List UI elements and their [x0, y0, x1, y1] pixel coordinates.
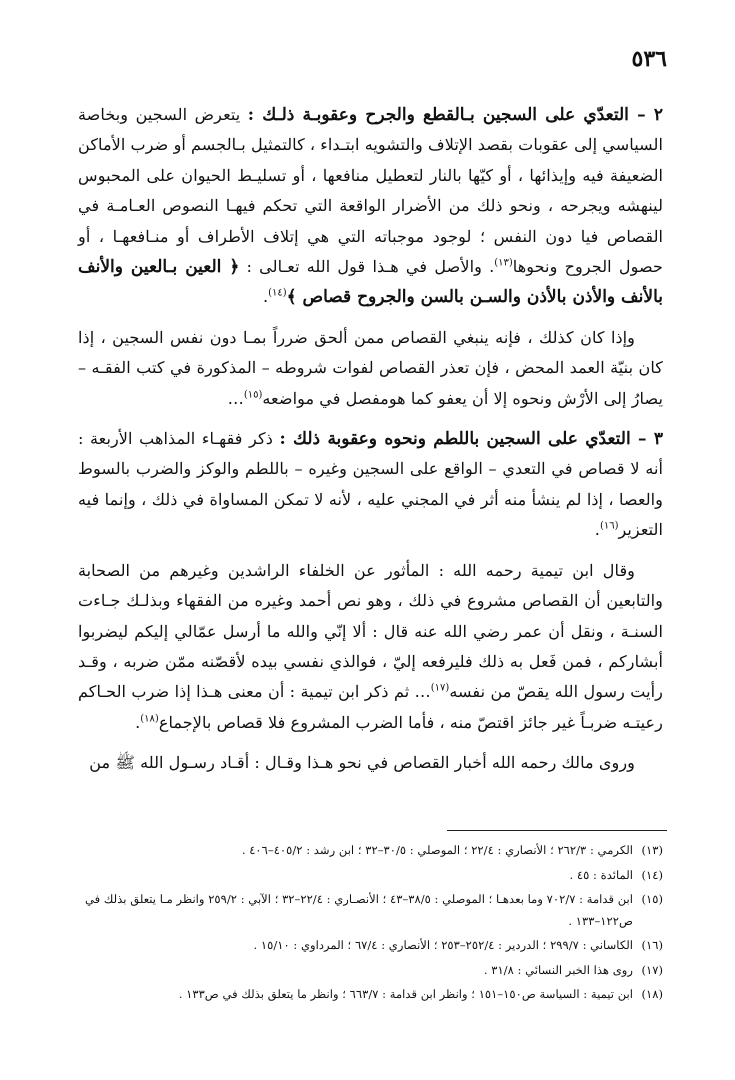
footnote-ref-16[interactable]: (١٦)	[599, 520, 619, 532]
footnote-number: (١٥)	[641, 892, 663, 906]
footnote-number: (١٦)	[641, 938, 663, 952]
quran-verse: ﴿ العين بـالعين والأنف بالأنف والأذن بالأذن والسـن بالسن والجروح قصاص ﴾	[78, 257, 663, 308]
footnote-text: الكاساني : ٢٩٩/٧ ؛ الدردير : ٢٥٢/٤–٢٥٣ ؛ الأنصاري : ٦٧/٤ ؛ المرداوي : ١٥/١٠ .	[253, 938, 633, 952]
footnote-ref-14[interactable]: (١٤)	[268, 288, 287, 300]
footnote-ref-17[interactable]: (١٧)	[430, 682, 450, 694]
footnote-text: ابن قدامة : ٧٠٢/٧ وما بعدهـا ؛ الموصلي : ٣٨/٥–٤٣ ؛ الأنصـاري : ٢٢/٤–٣٢ ؛ الآبي : ٢٥٩/٢ وانظر مـا يتعلق بذلك في ص١٢٢–١٣٣ .	[85, 892, 633, 928]
paragraph-text: ذكر فقهـاء المذاهب الأربعة : أنه لا قصاص في التعدي – الواقع على السجين وغيره – باللطم والوكز والضرب بالسوط والعصا ، إذا لم ينشأ منه أثر في المجني عليه ، لأنه لا تمكن المساواة في ذلك ، وإنما فيه التعزير	[78, 429, 663, 540]
footnotes	[78, 840, 663, 1009]
footnote-number: (١٨)	[641, 987, 663, 1001]
paragraph-ibn-taymiyyah	[78, 556, 663, 738]
footnote-number: (١٤)	[641, 867, 663, 882]
footnote-text: ابن تيمية : السياسة ص١٥٠–١٥١ ؛ وانظر ابن قدامة : ٦٦٣/٧ ؛ وانظر ما يتعلق بذلك في ص١٣٣ .	[178, 987, 633, 1001]
footnote-18	[78, 984, 663, 1006]
footnote-number: (١٧)	[641, 962, 663, 977]
footnote-divider	[447, 830, 667, 831]
footnote-ref-13[interactable]: (١٣)	[494, 257, 513, 269]
paragraph-injury-by-cutting	[78, 100, 663, 313]
footnote-15	[78, 889, 663, 932]
footnote-text: الكرمي : ٢٦٢/٣ ؛ الأنصاري : ٢٢/٤ ؛ الموصلي : ٣٠/٥–٣٢ ؛ ابن رشد : ٤٠٥/٢–٤٠٦ .	[241, 843, 633, 857]
paragraph-end: …	[227, 388, 244, 408]
footnote-13	[78, 840, 663, 862]
paragraph-text: . والأصل في هـذا قول الله تعـالى :	[239, 257, 495, 277]
footnote-text: المائدة : ٤٥ .	[569, 867, 633, 882]
footnote-text: روى هذا الخبر النسائي : ٣١/٨ .	[483, 962, 633, 977]
paragraph-text: وإذا كان كذلك ، فإنه ينبغي القصاص ممن ألحق ضرراً بمـا دون نفس السجين ، إذا كان بنيّة العمد المحض ، فإن تعذر القصاص لفوات شروطه – المذكورة في كتب الفقـه – يصارُ إلى الأرْش ونحوه إلا أن يعفو كما هومفصل في مواضعه	[78, 327, 663, 408]
paragraph-text: وقال ابن تيمية رحمه الله : المأثور عن الخلفاء الراشدين وغيرهم من الصحابة والتابعين أن القصاص مشروع في ذلك ، وهو نص أحمد وغيره من الفقهاء وبذلـك جـاءت السنـة ، ونقل أن عمر رضي الله عنه قال : ألا إنّي والله ما أرسل عمّالي إليكم ليضربوا أبشاركم ، فمن فَعل به ذلك فليرفعه إليّ ، فوالذي نفسي بيده لأقصّنه ممّن ضربه ، وقـد رأيت رسول الله يقصّ من نفسه	[78, 560, 664, 702]
paragraph-retribution	[78, 323, 663, 414]
page-number: ٥٣٦	[631, 46, 667, 72]
footnote-16	[78, 935, 663, 957]
section-heading-cutting-wounding: ٢ – التعدّي على السجين بـالقطع والجرح وعقوبـة ذلـك :	[247, 105, 664, 125]
section-heading-slapping: ٣ – التعدّي على السجين باللطم ونحوه وعقوبة ذلك :	[279, 429, 663, 450]
paragraph-end: .	[135, 712, 141, 732]
paragraph-text: … ثم ذكر ابن تيمية : أن معنى هـذا إذا ضرب الحـاكم رعيتـه ضربـاً غير جائز اقتصّ منه ، فأما الضرب المشروع فلا قصاص بالإجماع	[78, 682, 663, 732]
footnote-17	[78, 960, 663, 982]
paragraph-end: .	[262, 287, 269, 307]
paragraph-text: يتعرض السجين وبخاصة السياسي إلى عقوبات بقصد الإتلاف والتشويه ابتـداء ، كالتمثيل بـالجسم أو ضرب الأماكن الضعيفة فيه وإيذائها ، أو كيّها بالنار لتعطيل منافعها ، أو تسليـط الحيوان على المحبوس لينهشه ويجرحه ، ونحو ذلك من الأضرار الواقعة التي تحكم فيهـا النصوص العـامـة في القصاص فيا دون النفس ؛ لوجود موجباته التي هي إتلاف الأطراف أو منـافعهـا ، أو حصول الجروح ونحوها	[78, 105, 664, 277]
paragraph-text: وروى مالك رحمه الله أخبار القصاص في نحو هـذا وقـال : أقـاد رسـول الله ﷺ من	[89, 753, 635, 773]
footnote-number: (١٣)	[641, 843, 663, 857]
footnote-ref-18[interactable]: (١٨)	[140, 713, 159, 725]
paragraph-malik	[78, 748, 663, 778]
paragraph-end: .	[594, 520, 600, 540]
main-text	[78, 100, 663, 789]
footnote-ref-15[interactable]: (١٥)	[243, 389, 263, 401]
footnote-14	[78, 865, 663, 887]
paragraph-slapping	[78, 424, 663, 546]
